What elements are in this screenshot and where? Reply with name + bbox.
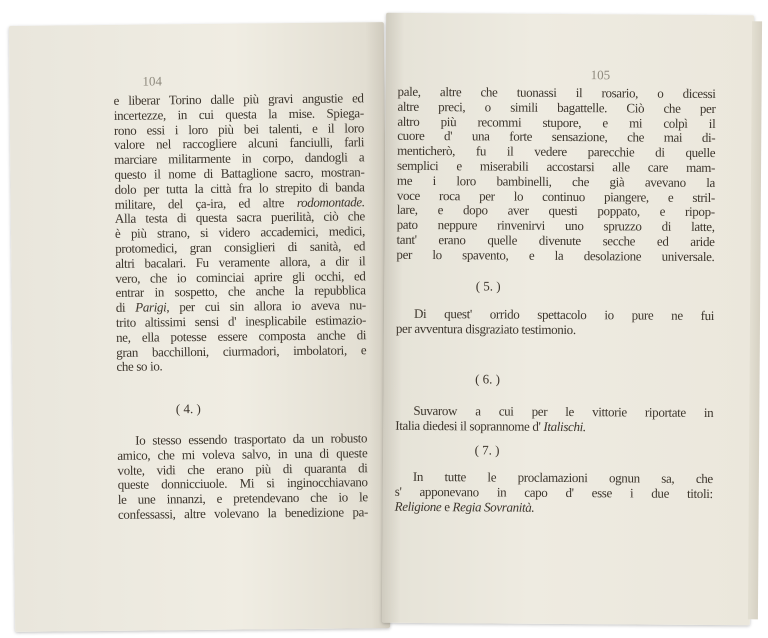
line-text: confessassi, altre volevano la benedizione pa- — [117, 504, 369, 522]
line-text: Alla testa di questa sacra puerilità, ciò che — [114, 208, 365, 227]
italic-text: Italischi. — [543, 418, 586, 434]
line-text: che so io. — [116, 358, 163, 375]
italic-text: Religione — [394, 498, 442, 514]
line-text: e liberar Torino dalle più gravi angustie ed — [113, 90, 364, 108]
note-number: ( 7. ) — [474, 442, 500, 458]
line-text: Di quest' orrido spettacolo io pure ne fui — [413, 305, 715, 324]
line-text: protomedici, gran consiglieri di sanità, ed — [115, 238, 366, 256]
line-text: menticherò, fu il vedere parecchie di quelle — [397, 142, 716, 161]
text-line — [116, 343, 366, 360]
open-book — [12, 14, 754, 628]
line-text: rono essi i loro più bei talenti, e il loro — [113, 119, 364, 138]
text-block — [395, 470, 713, 517]
line-text: militare, del ça-ira, ed altre — [114, 194, 297, 212]
line-text: me i loro bambinelli, che già avevano la — [396, 172, 716, 190]
line-text: di — [115, 299, 136, 316]
line-text: s' apponevano in capo d' esse i due titoli: — [394, 483, 713, 501]
left-page — [9, 22, 390, 632]
page-edges — [748, 21, 762, 619]
line-text: queste donnicciuole. Mi si inginocchiavano — [117, 474, 368, 493]
line-text: dolo per tutta la città fra lo strepito di banda — [114, 179, 365, 197]
line-text: amico, che mi voleva salvo, in una di queste — [117, 445, 368, 463]
note-number: ( 6. ) — [475, 371, 501, 387]
text-line — [395, 419, 713, 436]
line-text: cuore d' una forte sensazione, che mai di- — [397, 128, 716, 146]
italic-text: Parigi — [135, 299, 167, 315]
line-text: questo il nome di Battaglione sacro, mostran- — [114, 164, 365, 182]
line-text: per avventura disgraziato testimonio. — [395, 320, 576, 337]
note-number: ( 5. ) — [475, 278, 501, 294]
line-text: trito altissimi sensi d' inesplicabile estimazio- — [115, 312, 367, 330]
line-text: vero, che io cominciai aprire gli occhi, ed — [115, 267, 366, 286]
italic-text: Regia Sovranità. — [452, 498, 535, 515]
text-line — [118, 505, 368, 522]
line-text: , per cui sin allora io aveva nu- — [166, 297, 366, 315]
text-block — [396, 85, 715, 265]
line-text: pato neppure rinvenirvi uno spruzzo di latte, — [396, 216, 715, 235]
line-text: lare, e dopo aver questi poppato, e ripop- — [396, 202, 715, 220]
page-number: 105 — [590, 67, 611, 83]
text-block — [396, 307, 714, 339]
line-text: marciare militarmente in corpo, dandogli a — [114, 149, 365, 168]
line-text: tant' erano quelle divenute secche ed aride — [396, 231, 715, 249]
line-text: voce roca per lo continuo piangere, e stril- — [396, 187, 715, 205]
page-number: 104 — [142, 73, 162, 89]
line-text: Suvarow a cui per le vittorie riportate in — [413, 402, 714, 421]
italic-text: rodomontade. — [296, 193, 365, 210]
text-block — [395, 404, 713, 436]
text-line — [395, 499, 713, 516]
line-text: Io stesso essendo trasportato da un robusto — [135, 430, 368, 448]
line-text: pale, altre che tuonassi il rosario, o dicessi — [397, 83, 716, 102]
text-line — [396, 248, 714, 265]
line-text: le une innanzi, e pretendevano che io le — [117, 489, 368, 508]
line-text: Italia diedesi il soprannome d' — [395, 417, 544, 434]
line-text: In tutte le proclamazioni ognun sa, che — [412, 468, 713, 487]
line-text: altro più recommi stupore, e mi colpì il — [397, 113, 716, 131]
line-text: entrar in sospetto, che anche la repubblica — [115, 282, 366, 301]
line-text: semplici e miserabili accostarsi alle care mam- — [397, 157, 716, 176]
line-text: altre preci, o simili bagattelle. Ciò che per — [397, 98, 716, 116]
line-text: incertezze, in cui questa la mise. Spiega- — [113, 105, 364, 123]
line-text: altri bacalari. Fu veramente allora, a dir il — [115, 253, 366, 271]
line-text: è più strano, si videro accademici, medici, — [114, 223, 366, 242]
text-block — [114, 91, 367, 375]
line-text: volte, vidi che erano più di quaranta di — [117, 459, 368, 478]
line-text: gran bacchilloni, ciurmadori, imbolatori, e — [116, 341, 367, 360]
note-number: ( 4. ) — [175, 400, 201, 417]
text-line — [396, 322, 714, 339]
line-text: valore nel raccogliere alcuni fanciulli, farli — [114, 134, 365, 153]
line-text: per lo spavento, e la desolazione universale. — [396, 246, 715, 264]
line-text: e — [441, 498, 453, 514]
right-page — [382, 13, 754, 626]
line-text: ne, ella potesse essere composta anche di — [116, 327, 367, 345]
